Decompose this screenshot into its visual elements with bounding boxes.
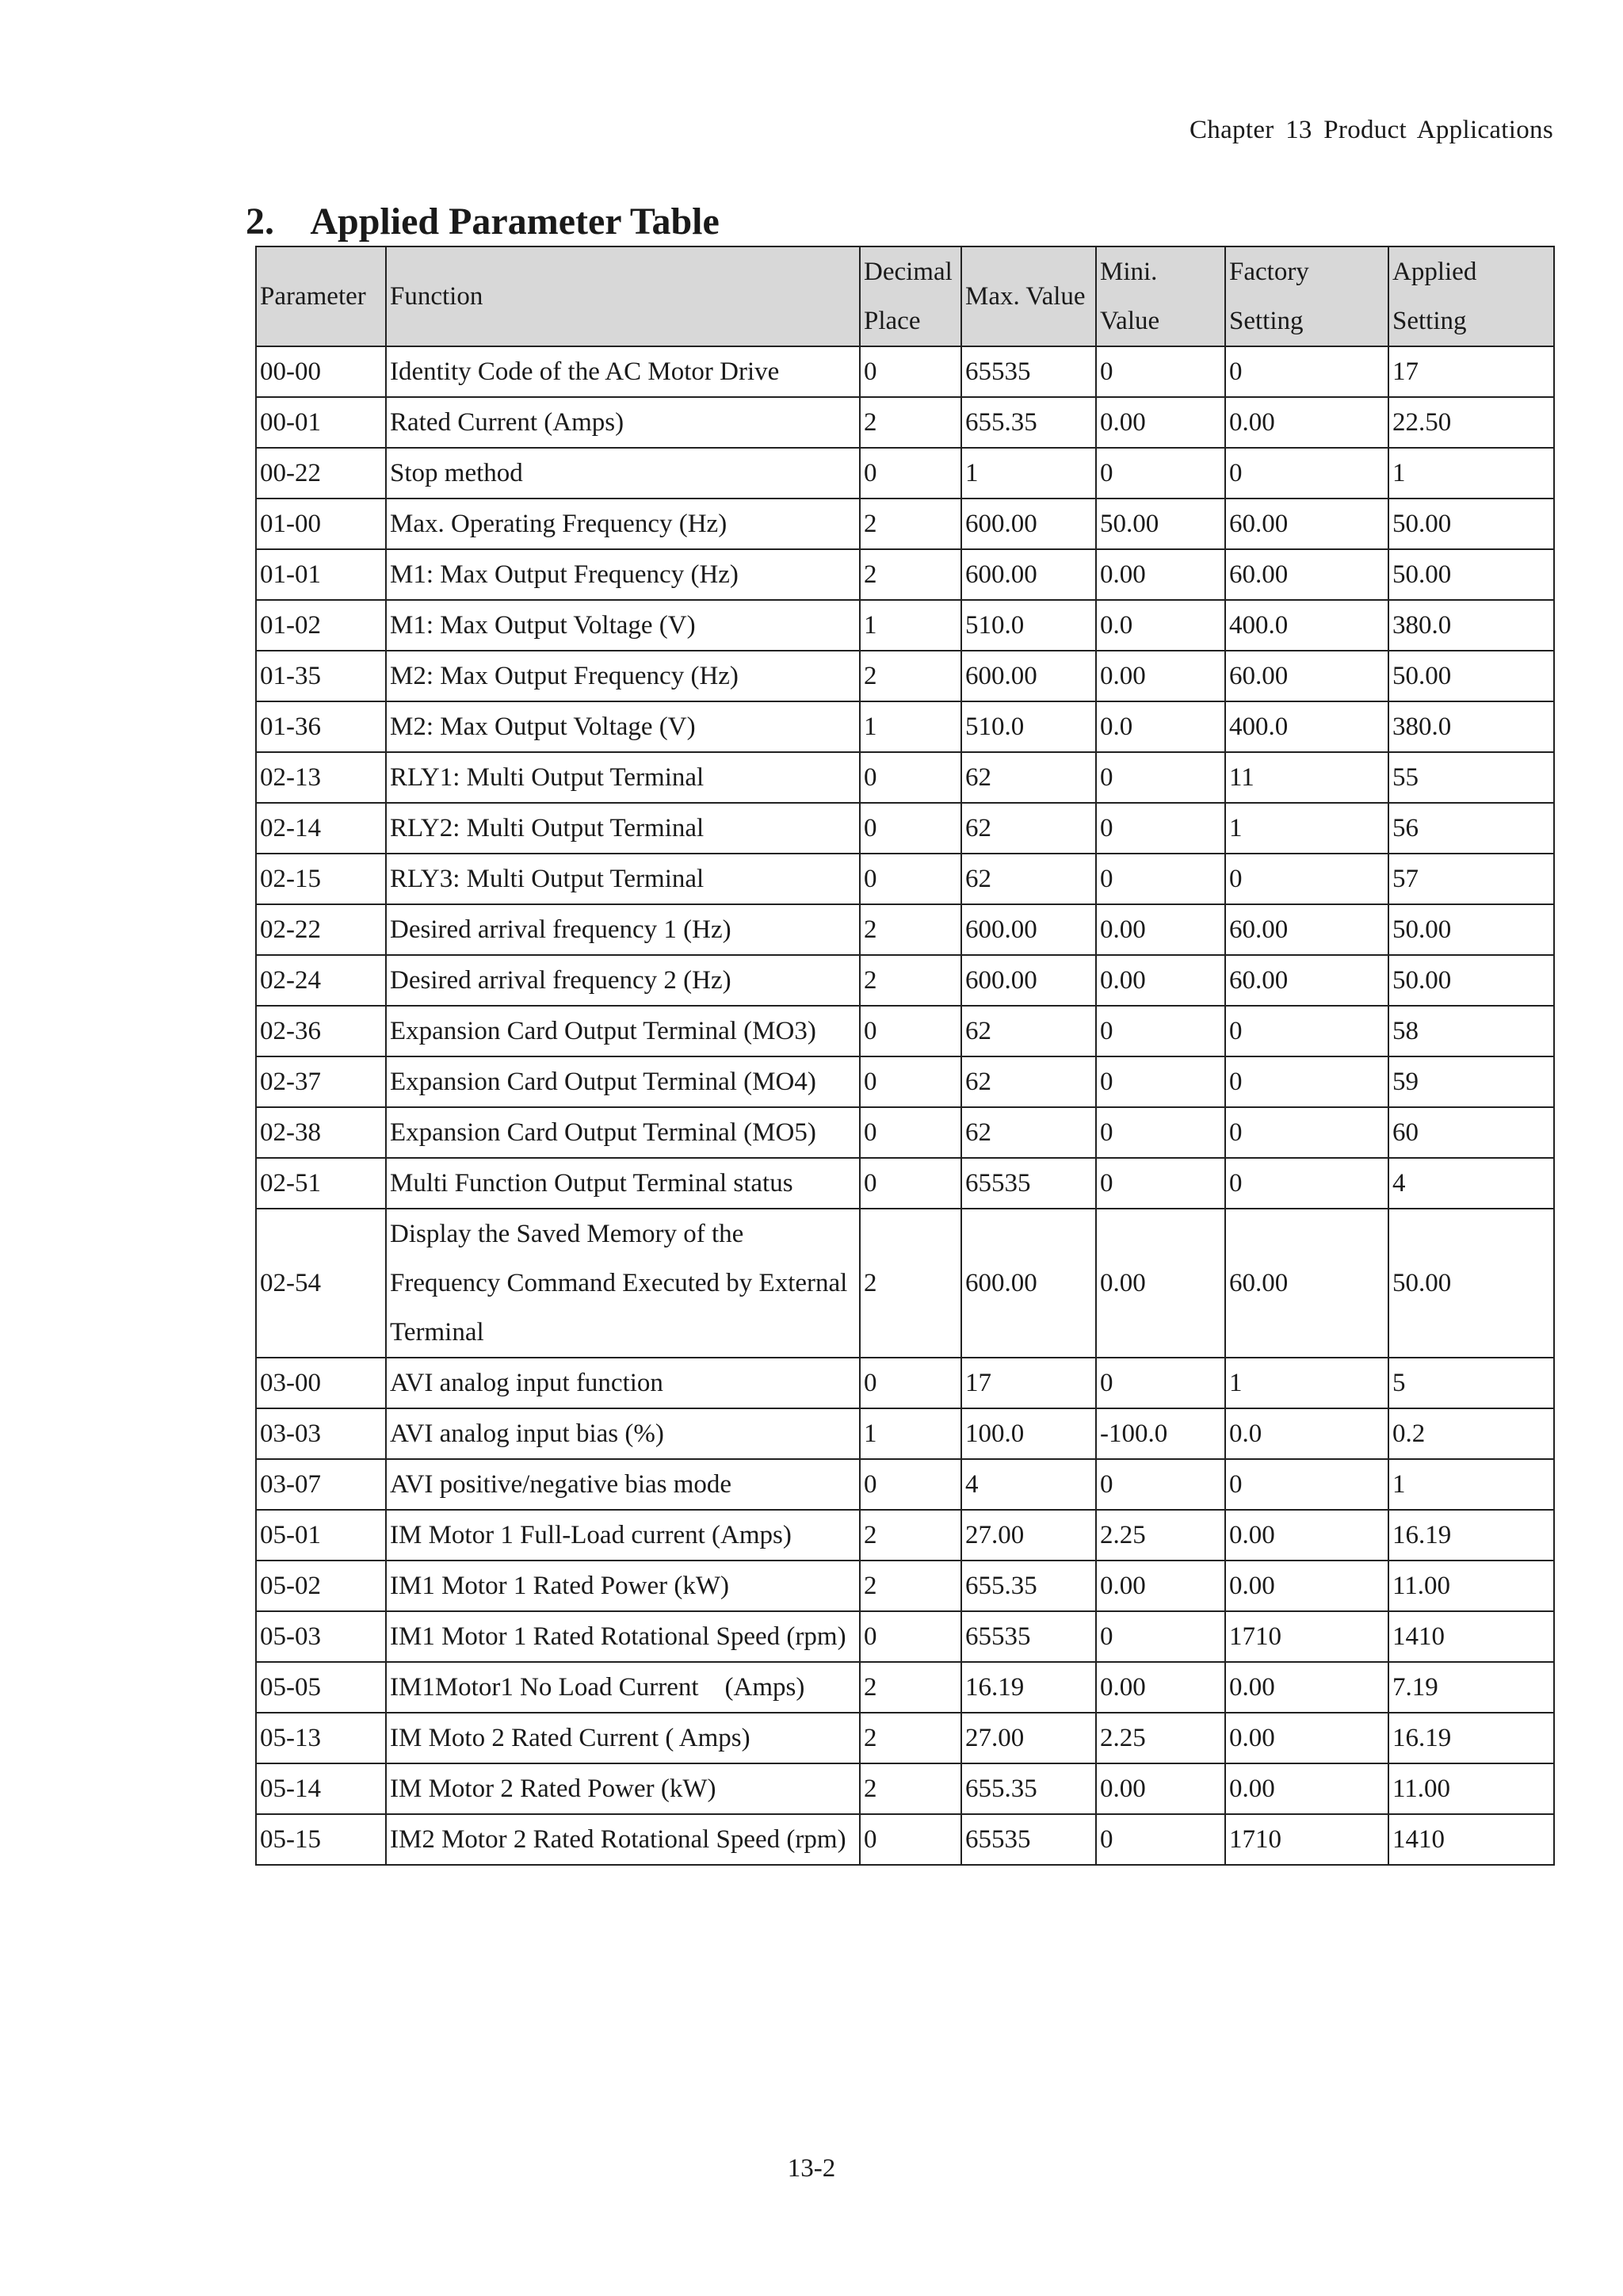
cell-max-value: 655.35	[961, 1561, 1096, 1611]
cell-applied-setting: 16.19	[1388, 1510, 1554, 1561]
cell-mini-value: 0	[1096, 803, 1225, 854]
cell-function: M2: Max Output Frequency (Hz)	[386, 651, 860, 701]
cell-factory-setting: 0	[1225, 346, 1388, 397]
cell-mini-value: 0	[1096, 1358, 1225, 1408]
cell-function: IM1Motor1 No Load Current (Amps)	[386, 1662, 860, 1713]
cell-applied-setting: 55	[1388, 752, 1554, 803]
cell-mini-value: 0	[1096, 1107, 1225, 1158]
cell-applied-setting: 1410	[1388, 1814, 1554, 1865]
cell-mini-value: 0.0	[1096, 600, 1225, 651]
cell-factory-setting: 1	[1225, 803, 1388, 854]
cell-mini-value: 0	[1096, 448, 1225, 499]
cell-decimal-place: 2	[860, 499, 961, 549]
cell-function: Expansion Card Output Terminal (MO4)	[386, 1056, 860, 1107]
cell-parameter: 05-01	[256, 1510, 386, 1561]
cell-parameter: 01-02	[256, 600, 386, 651]
cell-decimal-place: 2	[860, 904, 961, 955]
cell-function: Expansion Card Output Terminal (MO3)	[386, 1006, 860, 1056]
page-number: 13-2	[787, 2154, 836, 2183]
cell-max-value: 62	[961, 1107, 1096, 1158]
cell-factory-setting: 1710	[1225, 1611, 1388, 1662]
cell-parameter: 02-24	[256, 955, 386, 1006]
cell-mini-value: 0.00	[1096, 955, 1225, 1006]
cell-parameter: 00-01	[256, 397, 386, 448]
cell-mini-value: 0.00	[1096, 1662, 1225, 1713]
cell-max-value: 62	[961, 752, 1096, 803]
cell-parameter: 02-15	[256, 854, 386, 904]
cell-max-value: 65535	[961, 1611, 1096, 1662]
cell-decimal-place: 2	[860, 1662, 961, 1713]
cell-applied-setting: 1410	[1388, 1611, 1554, 1662]
cell-factory-setting: 0	[1225, 854, 1388, 904]
cell-factory-setting: 11	[1225, 752, 1388, 803]
cell-decimal-place: 0	[860, 803, 961, 854]
table-row	[256, 1814, 1554, 1865]
cell-decimal-place: 0	[860, 1358, 961, 1408]
cell-applied-setting: 50.00	[1388, 651, 1554, 701]
cell-factory-setting: 60.00	[1225, 499, 1388, 549]
cell-function: AVI analog input bias (%)	[386, 1408, 860, 1459]
cell-function: Rated Current (Amps)	[386, 397, 860, 448]
table-row	[256, 1459, 1554, 1510]
cell-parameter: 05-15	[256, 1814, 386, 1865]
cell-applied-setting: 59	[1388, 1056, 1554, 1107]
cell-decimal-place: 0	[860, 1006, 961, 1056]
cell-parameter: 01-00	[256, 499, 386, 549]
cell-mini-value: 2.25	[1096, 1510, 1225, 1561]
cell-decimal-place: 0	[860, 1107, 961, 1158]
table-row	[256, 752, 1554, 803]
cell-decimal-place: 1	[860, 701, 961, 752]
cell-function: M1: Max Output Voltage (V)	[386, 600, 860, 651]
cell-function: Desired arrival frequency 2 (Hz)	[386, 955, 860, 1006]
table-row	[256, 397, 1554, 448]
cell-function: Expansion Card Output Terminal (MO5)	[386, 1107, 860, 1158]
cell-max-value: 16.19	[961, 1662, 1096, 1713]
cell-mini-value: 0	[1096, 1158, 1225, 1209]
cell-max-value: 62	[961, 854, 1096, 904]
cell-parameter: 05-05	[256, 1662, 386, 1713]
cell-max-value: 510.0	[961, 701, 1096, 752]
cell-decimal-place: 2	[860, 1763, 961, 1814]
cell-parameter: 02-22	[256, 904, 386, 955]
cell-applied-setting: 57	[1388, 854, 1554, 904]
chapter-header: Chapter 13 Product Applications	[1190, 116, 1553, 144]
cell-function: IM1 Motor 1 Rated Rotational Speed (rpm)	[386, 1611, 860, 1662]
cell-decimal-place: 0	[860, 1611, 961, 1662]
cell-applied-setting: 7.19	[1388, 1662, 1554, 1713]
cell-parameter: 03-00	[256, 1358, 386, 1408]
cell-max-value: 62	[961, 1056, 1096, 1107]
section-title: 2. Applied Parameter Table	[246, 201, 720, 243]
cell-parameter: 00-00	[256, 346, 386, 397]
cell-factory-setting: 0.00	[1225, 1763, 1388, 1814]
cell-function: RLY1: Multi Output Terminal	[386, 752, 860, 803]
table-row	[256, 904, 1554, 955]
cell-parameter: 02-38	[256, 1107, 386, 1158]
cell-decimal-place: 0	[860, 752, 961, 803]
cell-decimal-place: 2	[860, 1209, 961, 1358]
table-row	[256, 1662, 1554, 1713]
cell-mini-value: 0	[1096, 346, 1225, 397]
cell-decimal-place: 0	[860, 1158, 961, 1209]
cell-parameter: 00-22	[256, 448, 386, 499]
cell-applied-setting: 1	[1388, 448, 1554, 499]
cell-decimal-place: 0	[860, 1056, 961, 1107]
cell-applied-setting: 380.0	[1388, 600, 1554, 651]
cell-mini-value: 0.00	[1096, 1763, 1225, 1814]
cell-decimal-place: 2	[860, 549, 961, 600]
cell-applied-setting: 4	[1388, 1158, 1554, 1209]
cell-function: RLY3: Multi Output Terminal	[386, 854, 860, 904]
cell-function: IM Motor 2 Rated Power (kW)	[386, 1763, 860, 1814]
cell-parameter: 02-14	[256, 803, 386, 854]
cell-mini-value: -100.0	[1096, 1408, 1225, 1459]
cell-factory-setting: 0.0	[1225, 1408, 1388, 1459]
cell-parameter: 05-14	[256, 1763, 386, 1814]
table-body	[256, 346, 1554, 1865]
cell-applied-setting: 16.19	[1388, 1713, 1554, 1763]
cell-factory-setting: 60.00	[1225, 549, 1388, 600]
table-row	[256, 499, 1554, 549]
cell-mini-value: 0	[1096, 1056, 1225, 1107]
cell-parameter: 02-13	[256, 752, 386, 803]
table-row	[256, 1006, 1554, 1056]
applied-parameter-table	[255, 246, 1555, 1866]
table-row	[256, 1209, 1554, 1358]
cell-factory-setting: 0.00	[1225, 1713, 1388, 1763]
cell-max-value: 600.00	[961, 1209, 1096, 1358]
cell-applied-setting: 56	[1388, 803, 1554, 854]
table-row	[256, 1158, 1554, 1209]
cell-function: Multi Function Output Terminal status	[386, 1158, 860, 1209]
cell-decimal-place: 0	[860, 1814, 961, 1865]
cell-mini-value: 0.00	[1096, 651, 1225, 701]
cell-factory-setting: 0.00	[1225, 1510, 1388, 1561]
cell-factory-setting: 400.0	[1225, 701, 1388, 752]
cell-mini-value: 0	[1096, 1814, 1225, 1865]
cell-function: IM1 Motor 1 Rated Power (kW)	[386, 1561, 860, 1611]
cell-max-value: 510.0	[961, 600, 1096, 651]
cell-factory-setting: 0	[1225, 448, 1388, 499]
header-parameter: Parameter	[256, 246, 386, 346]
cell-max-value: 65535	[961, 346, 1096, 397]
table-row	[256, 955, 1554, 1006]
cell-max-value: 655.35	[961, 397, 1096, 448]
table-row	[256, 346, 1554, 397]
cell-applied-setting: 50.00	[1388, 904, 1554, 955]
cell-max-value: 62	[961, 1006, 1096, 1056]
cell-factory-setting: 0	[1225, 1158, 1388, 1209]
cell-factory-setting: 0	[1225, 1056, 1388, 1107]
cell-function: M2: Max Output Voltage (V)	[386, 701, 860, 752]
cell-function: AVI analog input function	[386, 1358, 860, 1408]
cell-function: M1: Max Output Frequency (Hz)	[386, 549, 860, 600]
cell-function: Identity Code of the AC Motor Drive	[386, 346, 860, 397]
cell-decimal-place: 2	[860, 1561, 961, 1611]
table-row	[256, 600, 1554, 651]
table-row	[256, 1611, 1554, 1662]
cell-factory-setting: 0	[1225, 1107, 1388, 1158]
cell-applied-setting: 1	[1388, 1459, 1554, 1510]
cell-function: Desired arrival frequency 1 (Hz)	[386, 904, 860, 955]
cell-max-value: 600.00	[961, 651, 1096, 701]
cell-factory-setting: 0.00	[1225, 1662, 1388, 1713]
table-row	[256, 448, 1554, 499]
header-function: Function	[386, 246, 860, 346]
cell-decimal-place: 1	[860, 600, 961, 651]
table-row	[256, 1358, 1554, 1408]
cell-applied-setting: 60	[1388, 1107, 1554, 1158]
cell-function: AVI positive/negative bias mode	[386, 1459, 860, 1510]
cell-decimal-place: 2	[860, 397, 961, 448]
header-mini-value: Mini. Value	[1096, 246, 1225, 346]
cell-function: Display the Saved Memory of the Frequency Command Executed by External Terminal	[386, 1209, 860, 1358]
cell-parameter: 02-54	[256, 1209, 386, 1358]
header-decimal-place: Decimal Place	[860, 246, 961, 346]
cell-function: Max. Operating Frequency (Hz)	[386, 499, 860, 549]
cell-max-value: 27.00	[961, 1713, 1096, 1763]
cell-max-value: 27.00	[961, 1510, 1096, 1561]
table-row	[256, 1561, 1554, 1611]
parameter-table-container	[255, 246, 1553, 1866]
cell-function: IM Moto 2 Rated Current ( Amps)	[386, 1713, 860, 1763]
cell-applied-setting: 50.00	[1388, 549, 1554, 600]
cell-max-value: 65535	[961, 1158, 1096, 1209]
cell-function: IM2 Motor 2 Rated Rotational Speed (rpm)	[386, 1814, 860, 1865]
cell-max-value: 17	[961, 1358, 1096, 1408]
table-row	[256, 1763, 1554, 1814]
header-applied-setting: Applied Setting	[1388, 246, 1554, 346]
table-row	[256, 803, 1554, 854]
table-row	[256, 1408, 1554, 1459]
cell-function: IM Motor 1 Full-Load current (Amps)	[386, 1510, 860, 1561]
cell-applied-setting: 50.00	[1388, 955, 1554, 1006]
cell-applied-setting: 50.00	[1388, 499, 1554, 549]
cell-factory-setting: 0	[1225, 1459, 1388, 1510]
cell-decimal-place: 0	[860, 1459, 961, 1510]
cell-factory-setting: 60.00	[1225, 904, 1388, 955]
cell-mini-value: 0.00	[1096, 1561, 1225, 1611]
cell-applied-setting: 11.00	[1388, 1561, 1554, 1611]
cell-parameter: 05-02	[256, 1561, 386, 1611]
cell-factory-setting: 400.0	[1225, 600, 1388, 651]
cell-max-value: 600.00	[961, 499, 1096, 549]
cell-decimal-place: 2	[860, 651, 961, 701]
cell-max-value: 1	[961, 448, 1096, 499]
cell-parameter: 01-01	[256, 549, 386, 600]
cell-parameter: 02-37	[256, 1056, 386, 1107]
cell-mini-value: 0	[1096, 854, 1225, 904]
cell-parameter: 03-03	[256, 1408, 386, 1459]
cell-max-value: 600.00	[961, 955, 1096, 1006]
cell-max-value: 600.00	[961, 549, 1096, 600]
cell-mini-value: 0.00	[1096, 1209, 1225, 1358]
cell-mini-value: 0	[1096, 752, 1225, 803]
cell-factory-setting: 60.00	[1225, 955, 1388, 1006]
cell-mini-value: 0.00	[1096, 904, 1225, 955]
header-factory-setting: Factory Setting	[1225, 246, 1388, 346]
cell-max-value: 4	[961, 1459, 1096, 1510]
cell-mini-value: 0.00	[1096, 549, 1225, 600]
cell-applied-setting: 380.0	[1388, 701, 1554, 752]
cell-applied-setting: 17	[1388, 346, 1554, 397]
cell-parameter: 03-07	[256, 1459, 386, 1510]
cell-decimal-place: 2	[860, 1510, 961, 1561]
cell-parameter: 05-13	[256, 1713, 386, 1763]
cell-applied-setting: 5	[1388, 1358, 1554, 1408]
cell-decimal-place: 0	[860, 346, 961, 397]
cell-factory-setting: 1710	[1225, 1814, 1388, 1865]
table-row	[256, 549, 1554, 600]
table-row	[256, 651, 1554, 701]
table-row	[256, 854, 1554, 904]
cell-applied-setting: 22.50	[1388, 397, 1554, 448]
table-row	[256, 1713, 1554, 1763]
cell-decimal-place: 0	[860, 448, 961, 499]
cell-mini-value: 50.00	[1096, 499, 1225, 549]
cell-decimal-place: 2	[860, 955, 961, 1006]
cell-parameter: 05-03	[256, 1611, 386, 1662]
cell-factory-setting: 1	[1225, 1358, 1388, 1408]
cell-parameter: 02-36	[256, 1006, 386, 1056]
table-header-row	[256, 246, 1554, 346]
cell-mini-value: 0	[1096, 1006, 1225, 1056]
cell-factory-setting: 60.00	[1225, 651, 1388, 701]
cell-max-value: 600.00	[961, 904, 1096, 955]
cell-function: Stop method	[386, 448, 860, 499]
cell-factory-setting: 0.00	[1225, 1561, 1388, 1611]
cell-decimal-place: 0	[860, 854, 961, 904]
table-row	[256, 1510, 1554, 1561]
cell-decimal-place: 2	[860, 1713, 961, 1763]
cell-max-value: 655.35	[961, 1763, 1096, 1814]
cell-factory-setting: 0.00	[1225, 397, 1388, 448]
cell-mini-value: 0.0	[1096, 701, 1225, 752]
cell-max-value: 62	[961, 803, 1096, 854]
cell-applied-setting: 58	[1388, 1006, 1554, 1056]
table-row	[256, 1107, 1554, 1158]
cell-factory-setting: 0	[1225, 1006, 1388, 1056]
cell-parameter: 01-35	[256, 651, 386, 701]
cell-max-value: 65535	[961, 1814, 1096, 1865]
cell-decimal-place: 1	[860, 1408, 961, 1459]
cell-parameter: 02-51	[256, 1158, 386, 1209]
cell-mini-value: 2.25	[1096, 1713, 1225, 1763]
cell-mini-value: 0.00	[1096, 397, 1225, 448]
cell-applied-setting: 50.00	[1388, 1209, 1554, 1358]
table-row	[256, 1056, 1554, 1107]
cell-mini-value: 0	[1096, 1611, 1225, 1662]
cell-factory-setting: 60.00	[1225, 1209, 1388, 1358]
cell-mini-value: 0	[1096, 1459, 1225, 1510]
cell-applied-setting: 0.2	[1388, 1408, 1554, 1459]
cell-applied-setting: 11.00	[1388, 1763, 1554, 1814]
cell-function: RLY2: Multi Output Terminal	[386, 803, 860, 854]
table-row	[256, 701, 1554, 752]
header-max-value: Max. Value	[961, 246, 1096, 346]
cell-max-value: 100.0	[961, 1408, 1096, 1459]
cell-parameter: 01-36	[256, 701, 386, 752]
